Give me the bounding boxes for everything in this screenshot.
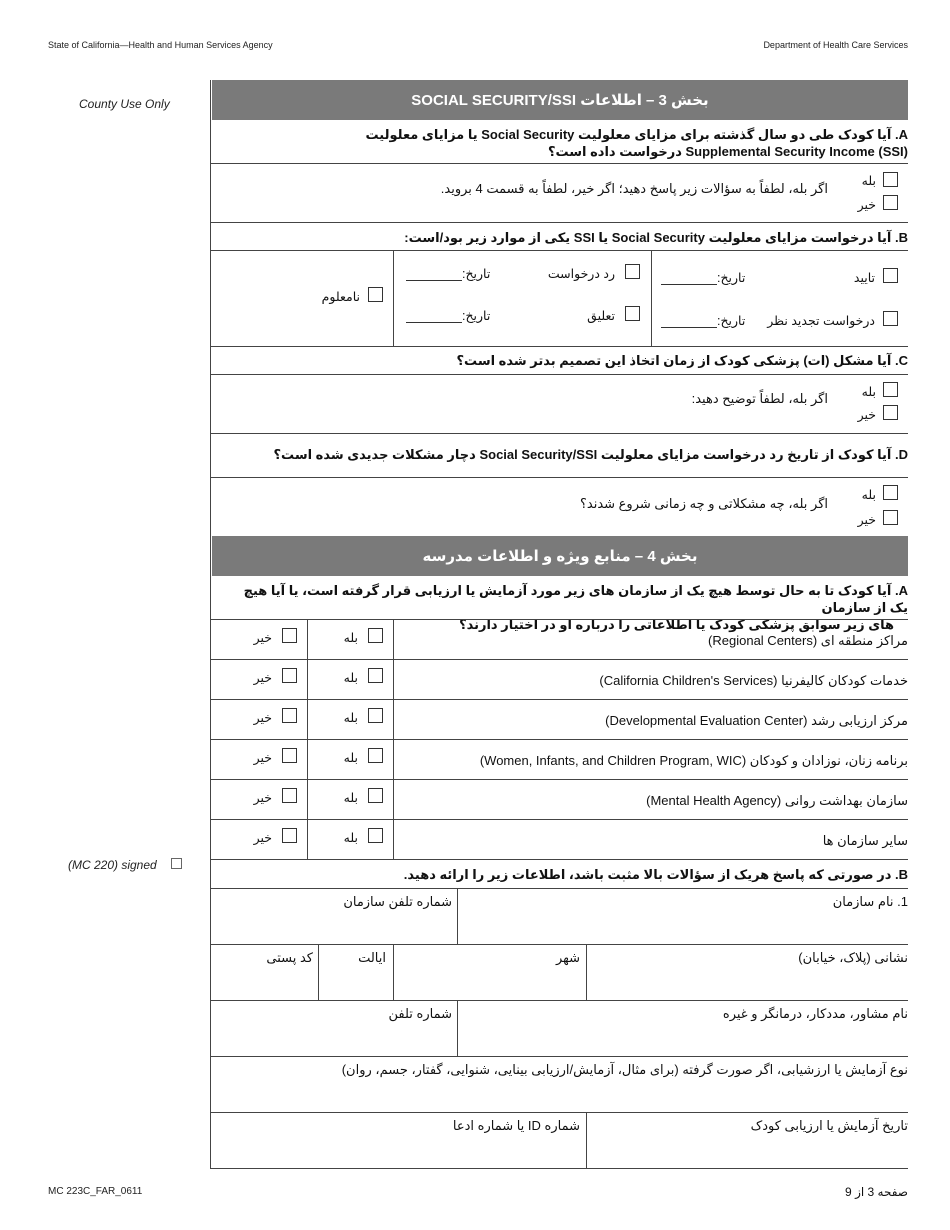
s3-qB-denied-checkbox[interactable] [625,264,640,279]
s3-qA-yes-label: بله [861,174,876,188]
s3-qB-denied-label: رد درخواست [547,267,615,281]
divider [457,1000,458,1056]
s4-qB-org-name-label: 1. نام سازمان [832,894,908,909]
s4-qB-city-label: شهر [555,950,580,965]
s4-qA-text: A. آیا کودک تا به حال توسط هیچ یک از سازمان های زیر مورد آزمایش یا ارزیابی قرار گرفته است، یا آیا هیچ یک از سازمان های زیر سوابق پزشکی کودک یا اطلاعاتی را درباره او در اختیار دارند؟ [243,583,908,632]
agency-name: خدمات کودکان کالیفرنیا (California Children's Services) [599,673,908,688]
agency-name: سایر سازمان ها [822,833,908,848]
agency-no-checkbox[interactable] [282,788,297,803]
agency-no-label: خیر [253,791,272,805]
s3-qB-approved-checkbox[interactable] [883,268,898,283]
divider [210,250,908,251]
divider [210,859,908,860]
agency-name: مراکز منطقه ای (Regional Centers) [708,633,908,648]
divider [651,250,652,346]
divider [210,619,908,620]
agency-no-checkbox[interactable] [282,628,297,643]
form-left-border [210,80,211,1168]
divider [210,659,908,660]
divider [393,944,394,1000]
s4-qB-text: B. در صورتی که پاسخ هریک از سؤالات بالا مثبت باشد، اطلاعات زیر را ارائه دهید. [403,867,908,882]
s3-qB-pending-label: تعلیق [587,309,615,323]
s3-qD-no-label: خیر [857,513,876,527]
s3-qB-unknown-checkbox[interactable] [368,287,383,302]
agency-name: مرکز ارزیابی رشد (Developmental Evaluation Center) [605,713,908,728]
agency-yes-checkbox[interactable] [368,828,383,843]
s3-qB-pending-checkbox[interactable] [625,306,640,321]
agency-name: برنامه زنان، نوزادان و کودکان (Women, Infants, and Children Program, WIC) [479,753,908,768]
s4-qB-phone-label: شماره تلفن [388,1006,452,1021]
agency-yes-label: بله [343,831,358,845]
s3-qD-instruction: اگر بله، چه مشکلاتی و چه زمانی شروع شدند؟ [579,496,828,511]
divider [210,1056,908,1057]
s3-qC-text: C. آیا مشکل (ات) پزشکی کودک از زمان اتخاذ این تصمیم بدتر شده است؟ [456,353,908,368]
form-code: MC 223C_FAR_0611 [48,1186,143,1197]
agency-no-checkbox[interactable] [282,668,297,683]
s3-qD-yes-label: بله [861,488,876,502]
divider [210,163,908,164]
agency-yes-checkbox[interactable] [368,628,383,643]
agency-no-label: خیر [253,671,272,685]
s3-qB-denied-date[interactable]: تاریخ: [406,266,490,281]
section3-title: بخش 3 – اطلاعات SOCIAL SECURITY/SSI [212,80,908,120]
s4-qB-counselor-label: نام مشاور، مددکار، درمانگر و غیره [722,1006,908,1021]
divider [210,433,908,434]
divider [210,222,908,223]
s3-qB-pending-date[interactable]: تاریخ: [406,308,490,323]
s3-qB-reconsideration-date[interactable]: تاریخ: [661,313,745,328]
s4-qB-test-date-label: تاریخ آزمایش یا ارزیابی کودک [750,1118,908,1133]
divider [210,1000,908,1001]
agency-no-label: خیر [253,631,272,645]
s3-qB-reconsideration-checkbox[interactable] [883,311,898,326]
agency-no-label: خیر [253,831,272,845]
divider [210,1168,908,1169]
divider [210,779,908,780]
s3-qC-no-label: خیر [857,408,876,422]
s3-qC-no-checkbox[interactable] [883,405,898,420]
agency-yes-label: بله [343,631,358,645]
divider [210,346,908,347]
divider [457,888,458,944]
section4-title: بخش 4 – منابع ویژه و اطلاعات مدرسه [212,536,908,576]
s3-qC-instruction: اگر بله، لطفاً توضیح دهید: [691,391,828,406]
divider [393,250,394,346]
agency-header: State of California—Health and Human Services Agency [48,40,273,50]
agency-yes-checkbox[interactable] [368,668,383,683]
s4-qB-state-label: ایالت [358,950,386,965]
agency-no-label: خیر [253,751,272,765]
agency-yes-label: بله [343,791,358,805]
s4-qB-address-label: نشانی (پلاک، خیابان) [798,950,908,965]
divider [210,888,908,889]
mc220-signed-label: (MC 220) signed [68,858,157,872]
s3-qA-text: A. آیا کودک طی دو سال گذشته برای مزایای معلولیت Social Security یا مزایای معلولیت Supplemental Security Income (SSI) درخواست داده است؟ [365,127,908,159]
s4-qB-claim-id-label: شماره ID یا شماره ادعا [452,1118,580,1133]
agency-name: سازمان بهداشت روانی (Mental Health Agency) [646,793,908,808]
mc220-signed-checkbox[interactable] [171,858,182,869]
department-header: Department of Health Care Services [763,40,908,50]
s3-qC-yes-checkbox[interactable] [883,382,898,397]
s3-qD-no-checkbox[interactable] [883,510,898,525]
divider [318,944,319,1000]
page-number: صفحه 3 از 9 [845,1185,908,1199]
s3-qC-yes-label: بله [861,385,876,399]
divider [210,819,908,820]
agency-yes-checkbox[interactable] [368,748,383,763]
s4-qB-org-phone-label: شماره تلفن سازمان [343,894,452,909]
s3-qA-no-label: خیر [857,198,876,212]
agency-no-label: خیر [253,711,272,725]
divider [210,944,908,945]
agency-yes-checkbox[interactable] [368,788,383,803]
s3-qB-unknown-label: نامعلوم [321,290,360,304]
s3-qB-reconsideration-label: درخواست تجدید نظر [767,314,875,328]
s3-qA-instruction: اگر بله، لطفاً به سؤالات زیر پاسخ دهید؛ اگر خیر، لطفاً به قسمت 4 بروید. [440,181,828,196]
divider [210,699,908,700]
divider [210,477,908,478]
agency-yes-checkbox[interactable] [368,708,383,723]
s3-qD-text: D. آیا کودک از تاریخ رد درخواست مزایای معلولیت Social Security/SSI دچار مشکلات جدیدی شده است؟ [273,447,908,462]
county-use-label: County Use Only [79,97,170,111]
s3-qD-yes-checkbox[interactable] [883,485,898,500]
agency-no-checkbox[interactable] [282,748,297,763]
divider [586,1112,587,1168]
agency-yes-label: بله [343,751,358,765]
divider [210,374,908,375]
agency-no-checkbox[interactable] [282,708,297,723]
s3-qA-yes-checkbox[interactable] [883,172,898,187]
s4-qB-zip-label: کد پستی [266,950,313,965]
divider [586,944,587,1000]
s4-qB-test-type-label: نوع آزمایش یا ارزشیابی، اگر صورت گرفته (برای مثال، آزمایش/ارزیابی بینایی، شنوایی، گفتار، جسم، روان) [341,1062,908,1077]
s3-qB-approved-date[interactable]: تاریخ: [661,270,745,285]
divider [210,739,908,740]
s3-qB-approved-label: تایید [853,271,875,285]
agency-no-checkbox[interactable] [282,828,297,843]
agency-yes-label: بله [343,671,358,685]
s3-qB-text: B. آیا درخواست مزایای معلولیت Social Security یا SSI یکی از موارد زیر بود/است: [404,230,908,245]
s3-qA-no-checkbox[interactable] [883,195,898,210]
divider [210,1112,908,1113]
agency-yes-label: بله [343,711,358,725]
